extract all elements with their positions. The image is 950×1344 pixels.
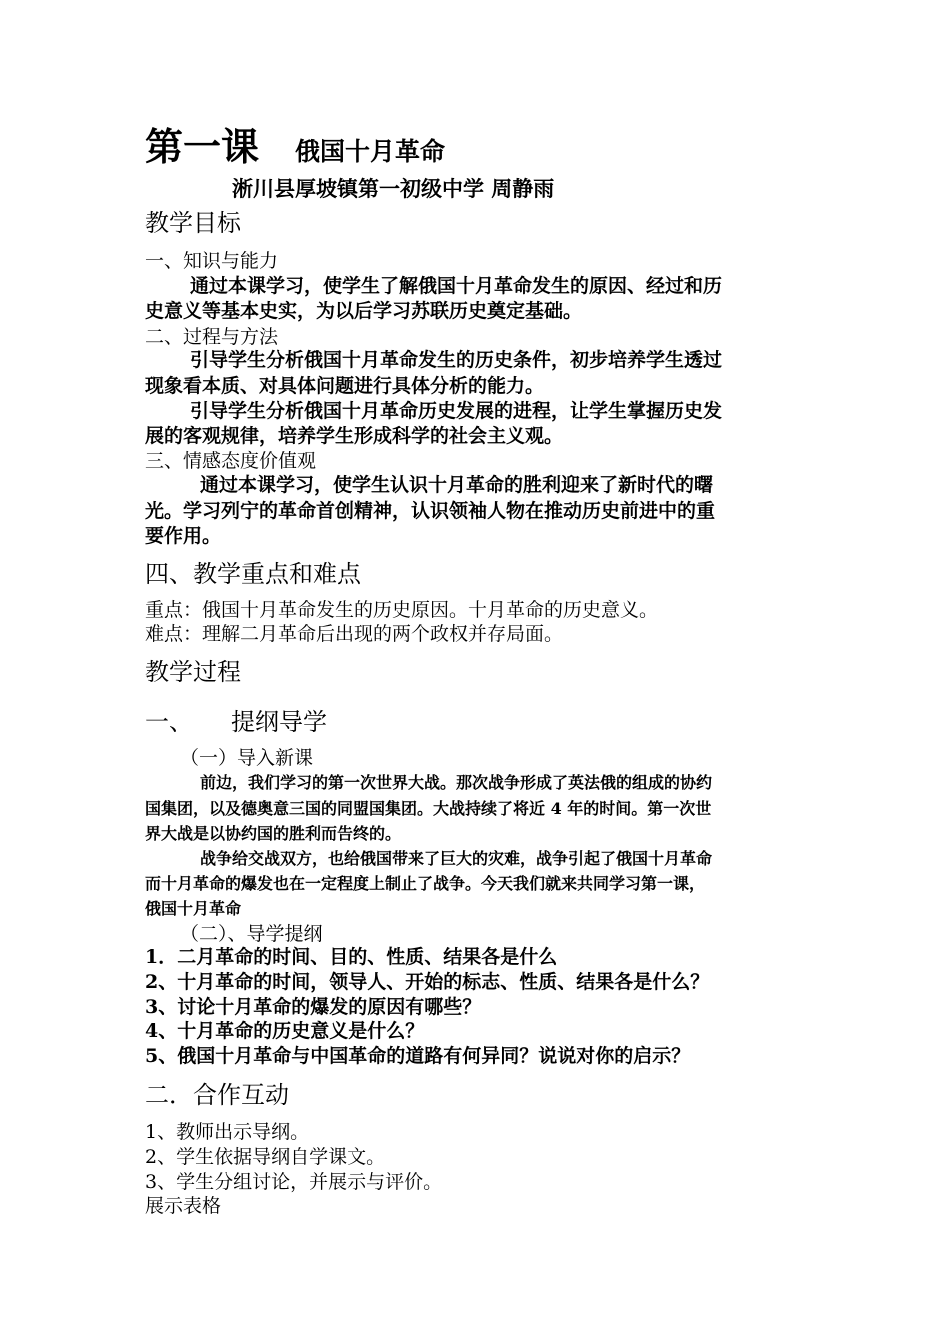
lesson-title: 俄国十月革命 <box>295 137 446 166</box>
intro-line-4: 战争给交战双方，也给俄国带来了巨大的灾难，战争引起了俄国十月革命 <box>200 849 713 868</box>
intro-line-2: 国集团，以及德奥意三国的同盟国集团。大战持续了将近 4 年的时间。第一次世 <box>145 799 712 818</box>
key-points-heading: 四、教学重点和难点 <box>145 560 361 588</box>
knowledge-heading: 一、知识与能力 <box>145 250 279 272</box>
outline-heading: （二）、导学提纲 <box>180 923 323 945</box>
part1-heading <box>145 710 327 734</box>
knowledge-line-1: 通过本课学习，使学生了解俄国十月革命发生的原因、经过和历 <box>190 275 723 297</box>
objectives-heading: 教学目标 <box>145 209 241 237</box>
emotion-line-1: 通过本课学习，使学生认识十月革命的胜利迎来了新时代的曙 <box>200 474 714 496</box>
part1-title: 提纲导学 <box>231 708 327 736</box>
teaching-process-heading: 教学过程 <box>145 658 241 686</box>
outline-item-1: 1．二月革命的时间、目的、性质、结果各是什么 <box>145 946 558 968</box>
emotion-line-3: 要作用。 <box>145 525 222 547</box>
emotion-heading: 三、情感态度价值观 <box>145 450 317 472</box>
author-line: 淅川县厚坡镇第一初级中学 周静雨 <box>232 176 555 201</box>
emotion-line-2: 光。学习列宁的革命首创精神，认识领袖人物在推动历史前进中的重 <box>145 500 716 522</box>
process-line-3: 引导学生分析俄国十月革命历史发展的进程，让学生掌握历史发 <box>190 400 723 422</box>
knowledge-line-2: 史意义等基本史实，为以后学习苏联历史奠定基础。 <box>145 300 583 322</box>
intro-line-3: 界大战是以协约国的胜利而告终的。 <box>145 824 402 843</box>
part2-item-1: 1、教师出示导纲。 <box>145 1121 310 1143</box>
process-heading: 二、过程与方法 <box>145 326 279 348</box>
part2-item-3: 3、学生分组讨论，并展示与评价。 <box>145 1171 443 1193</box>
intro-line-5: 而十月革命的爆发也在一定程度上制止了战争。今天我们就来共同学习第一课， <box>145 874 706 893</box>
intro-line-1: 前边，我们学习的第一次世界大战。那次战争形成了英法俄的组成的协约 <box>200 773 713 792</box>
outline-item-3: 3、讨论十月革命的爆发的原因有哪些？ <box>145 996 482 1018</box>
key-point-focus: 重点：俄国十月革命发生的历史原因。十月革命的历史意义。 <box>145 599 659 621</box>
process-line-4: 展的客观规律，培养学生形成科学的社会主义观。 <box>145 425 564 447</box>
intro-line-6: 俄国十月革命 <box>145 899 242 918</box>
part2-item-2: 2、学生依据导纲自学课文。 <box>145 1146 386 1168</box>
outline-item-2: 2、十月革命的时间，领导人、开始的标志、性质、结果各是什么？ <box>145 971 710 993</box>
outline-item-4: 4、十月革命的历史意义是什么？ <box>145 1020 425 1042</box>
key-point-difficulty: 难点：理解二月革命后出现的两个政权并存局面。 <box>145 623 564 645</box>
intro-heading: （一）导入新课 <box>180 747 314 769</box>
process-line-2: 现象看本质、对具体问题进行具体分析的能力。 <box>145 375 545 397</box>
lesson-number: 第一课 <box>145 124 260 169</box>
part2-heading: 二．合作互动 <box>145 1081 289 1109</box>
outline-item-5: 5、俄国十月革命与中国革命的道路有何异同？说说对你的启示？ <box>145 1045 691 1067</box>
process-line-1: 引导学生分析俄国十月革命发生的历史条件，初步培养学生透过 <box>190 349 723 371</box>
part1-number: 一、 <box>145 708 193 736</box>
part2-closing: 展示表格 <box>145 1195 222 1217</box>
page-title <box>145 124 446 169</box>
